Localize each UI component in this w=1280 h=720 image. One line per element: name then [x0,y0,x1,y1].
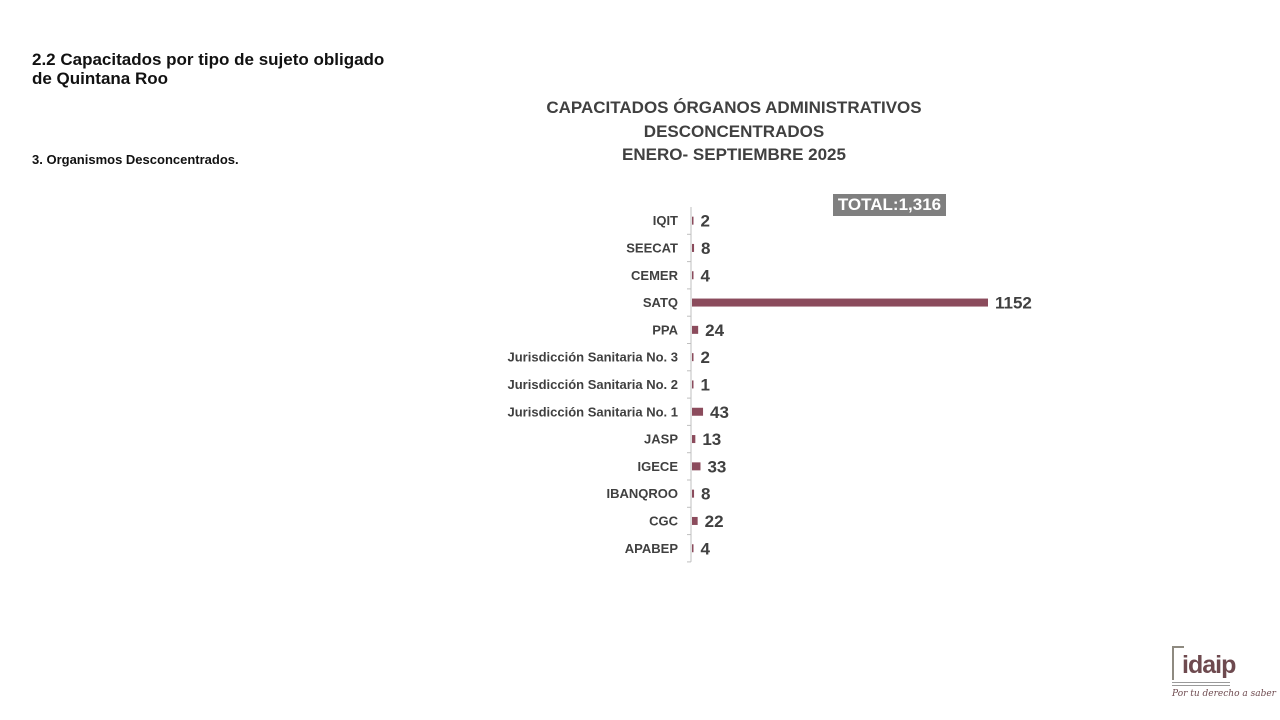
bar [692,380,694,388]
data-label: 8 [701,238,711,258]
data-label: 13 [702,430,722,450]
category-label: IGECE [637,458,678,474]
category-label: Jurisdicción Sanitaria No. 3 [507,349,678,365]
data-label: 1 [700,375,710,395]
logo-divider [1172,682,1230,683]
data-label: 8 [701,484,711,504]
data-label: 2 [700,348,710,368]
category-label: Jurisdicción Sanitaria No. 1 [507,404,678,420]
logo-text: idaip [1182,651,1236,679]
bar [692,353,694,361]
total-badge: TOTAL:1,316 [833,194,946,216]
category-label: CEMER [631,267,678,283]
bar [692,517,698,525]
data-label: 4 [700,539,710,559]
bar [692,217,694,225]
bar [692,299,988,307]
category-label: APABEP [624,540,678,556]
category-label: IBANQROO [606,486,678,502]
data-label: 4 [700,266,710,286]
bar [692,408,703,416]
data-label: 2 [700,211,710,231]
bar [692,544,694,552]
category-label: PPA [652,322,678,338]
logo-divider-2 [1172,685,1230,686]
category-label: IQIT [652,213,678,229]
category-label: JASP [644,431,678,447]
bar [692,326,698,334]
chart-title-line-2: DESCONCENTRADOS [643,121,825,141]
slide-subtitle: 3. Organismos Desconcentrados. [32,152,239,167]
data-label: 24 [705,320,725,340]
data-label: 43 [710,402,729,422]
category-label: SEECAT [626,240,678,256]
bar [692,271,694,279]
data-label: 33 [707,457,727,477]
category-label: CGC [649,513,678,529]
category-label: SATQ [642,295,678,311]
idaip-logo [1168,644,1276,704]
chart-title-line-3: ENERO- SEPTIEMBRE 2025 [622,145,846,164]
bar [692,462,700,470]
logo-slogan: Por tu derecho a saber [1172,689,1276,699]
data-label: 22 [704,511,724,531]
data-label: 1152 [995,293,1032,313]
chart-title-line-1: CAPACITADOS ÓRGANOS ADMINISTRATIVOS [546,98,922,117]
bar [692,490,694,498]
category-label: Jurisdicción Sanitaria No. 2 [507,376,678,392]
bar [692,435,695,443]
bar [692,244,694,252]
slide-title: 2.2 Capacitados por tipo de sujeto obligado de Quintana Roo [32,50,385,88]
